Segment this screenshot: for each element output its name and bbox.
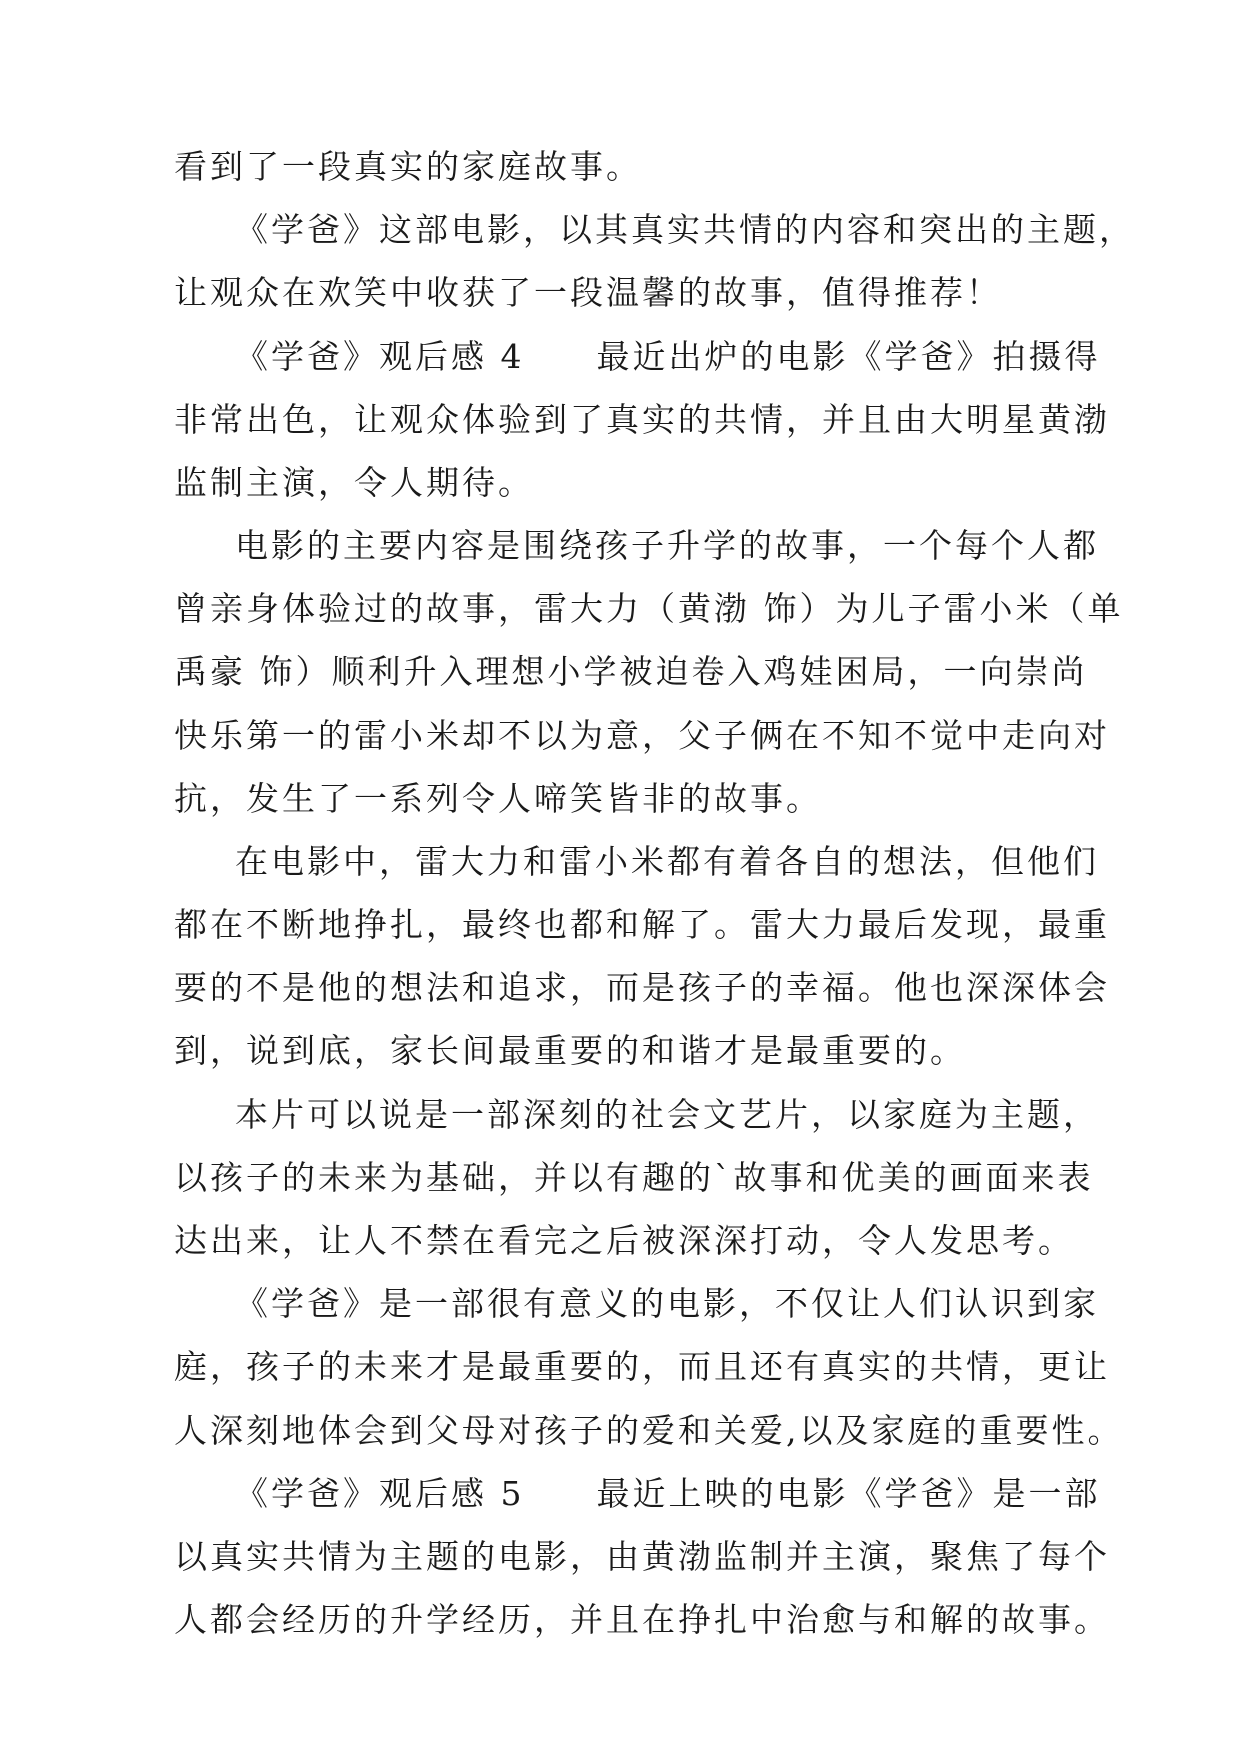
text-line: 在电影中，雷大力和雷小米都有着各自的想法，但他们 [235, 842, 1099, 881]
text-line: 快乐第一的雷小米却不以为意，父子俩在不知不觉中走向对 [174, 716, 1110, 755]
text-line: 庭，孩子的未来才是最重要的，而且还有真实的共情，更让 [174, 1347, 1110, 1386]
text-line: 《学爸》是一部很有意义的电影，不仅让人们认识到家 [235, 1284, 1099, 1323]
text-line: 曾亲身体验过的故事，雷大力（黄渤 饰）为儿子雷小米（单 [174, 589, 1124, 628]
text-line: 监制主演，令人期待。 [174, 463, 534, 502]
text-line: 非常出色，让观众体验到了真实的共情，并且由大明星黄渤 [174, 400, 1110, 439]
text-line: 抗，发生了一系列令人啼笑皆非的故事。 [174, 779, 822, 818]
text-line: 看到了一段真实的家庭故事。 [174, 147, 642, 186]
text-line: 以真实共情为主题的电影，由黄渤监制并主演，聚焦了每个 [174, 1537, 1110, 1576]
text-line: 《学爸》观后感 4 最近出炉的电影《学爸》拍摄得 [235, 337, 1101, 376]
text-line: 人深刻地体会到父母对孩子的爱和关爱,以及家庭的重要性。 [174, 1411, 1124, 1450]
text-line: 本片可以说是一部深刻的社会文艺片，以家庭为主题， [235, 1095, 1099, 1134]
text-line: 《学爸》观后感 5 最近上映的电影《学爸》是一部 [235, 1474, 1101, 1513]
text-line: 禹豪 饰）顺利升入理想小学被迫卷入鸡娃困局，一向崇尚 [174, 652, 1088, 691]
text-line: 都在不断地挣扎，最终也都和解了。雷大力最后发现，最重 [174, 905, 1110, 944]
text-line: 达出来，让人不禁在看完之后被深深打动，令人发思考。 [174, 1221, 1074, 1260]
text-line: 到，说到底，家长间最重要的和谐才是最重要的。 [174, 1031, 966, 1070]
text-line: 要的不是他的想法和追求，而是孩子的幸福。他也深深体会 [174, 968, 1110, 1007]
text-line: 让观众在欢笑中收获了一段温馨的故事，值得推荐！ [174, 273, 1002, 312]
text-line: 《学爸》这部电影，以其真实共情的内容和突出的主题， [235, 210, 1135, 249]
text-line: 电影的主要内容是围绕孩子升学的故事，一个每个人都 [235, 526, 1099, 565]
text-line: 以孩子的未来为基础，并以有趣的`故事和优美的画面来表 [174, 1158, 1094, 1197]
text-line: 人都会经历的升学经历，并且在挣扎中治愈与和解的故事。 [174, 1600, 1110, 1639]
